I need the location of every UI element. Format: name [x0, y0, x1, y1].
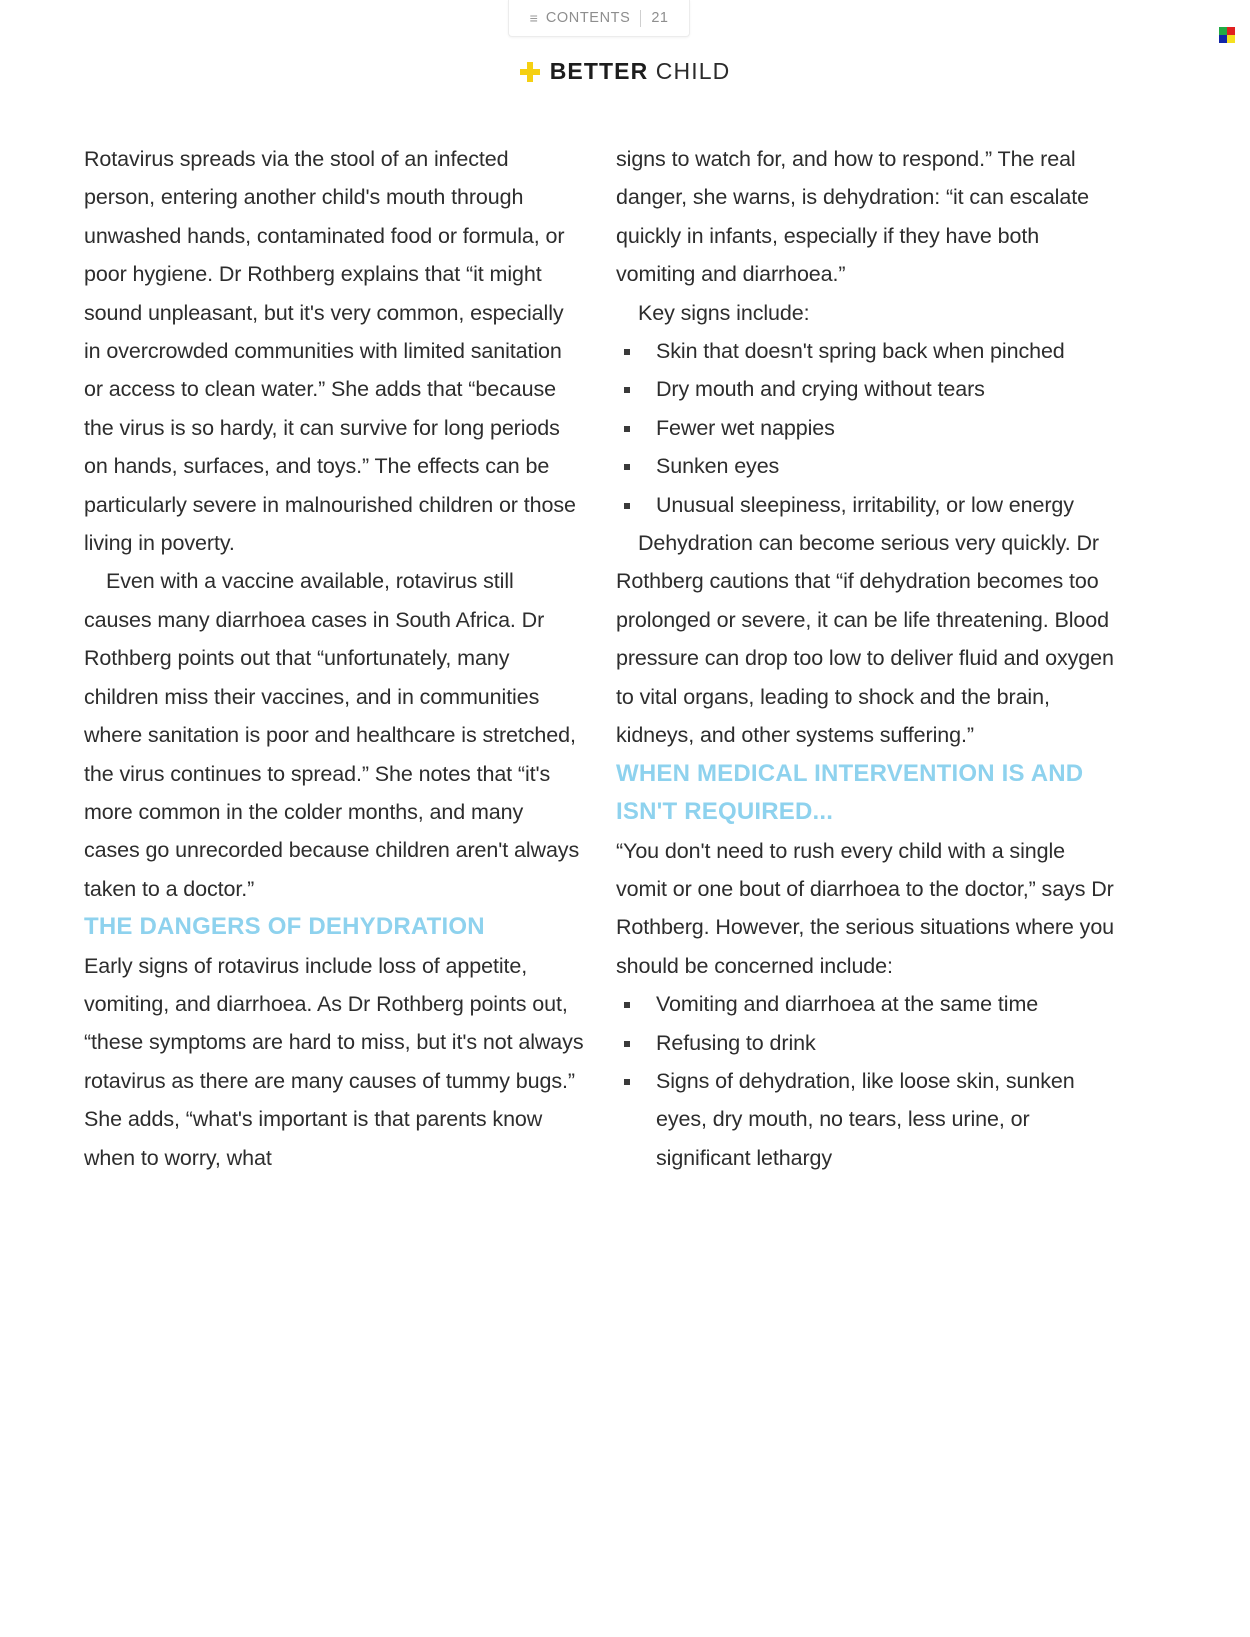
paragraph: Even with a vaccine available, rotavirus still causes many diarrhoea cases in South Africa. Dr Rothberg points out that “unfortunately, many children miss their vaccines, and in communities where sanitation is poor and healthcare is stretched, the virus continues to spread.” She notes that “it's more common in the colder months, and many cases go unrecorded because children aren't always taken to a doctor.”	[84, 569, 580, 901]
yellow-plus-icon	[520, 62, 540, 82]
paragraph: signs to watch for, and how to respond.” The real danger, she warns, is dehydration: “it can escalate quickly in infants, especially if they have both vomiting and diarrhoea.”	[616, 147, 1089, 287]
brand-bold: BETTER	[549, 58, 649, 84]
left-column	[84, 140, 584, 1177]
list-item: Unusual sleepiness, irritability, or low energy	[616, 486, 1116, 524]
registration-color-mark-icon	[1219, 27, 1235, 43]
list-item: Refusing to drink	[616, 1024, 1116, 1062]
paragraph: “You don't need to rush every child with a single vomit or one bout of diarrhoea to the doctor,” says Dr Rothberg. However, the serious situations where you should be concerned include:	[616, 838, 1115, 978]
right-column	[616, 140, 1116, 1177]
list-item: Fewer wet nappies	[616, 409, 1116, 447]
key-signs-lead: Key signs include:	[638, 300, 810, 325]
divider	[640, 10, 641, 27]
paragraph: Rotavirus spreads via the stool of an infected person, entering another child's mouth through unwashed hands, contaminated food or formula, or poor hygiene. Dr Rothberg explains that “it might sound unpleasant, but it's very common, especially in overcrowded communities with limited sanitation or access to clean water.” She adds that “because the virus is so hardy, it can survive for long periods on hands, surfaces, and toys.” The effects can be particularly severe in malnourished children or those living in poverty.	[84, 147, 576, 556]
paragraph: Dehydration can become serious very quickly. Dr Rothberg cautions that “if dehydration becomes too prolonged or severe, it can be life threatening. Blood pressure can drop too low to deliver fluid and oxygen to vital organs, leading to shock and the brain, kidneys, and other systems suffering.”	[616, 531, 1114, 748]
serious-situations-list	[616, 985, 1116, 1177]
section-heading-dangers-of-dehydration: THE DANGERS OF DEHYDRATION	[84, 913, 485, 941]
article-body	[84, 140, 1169, 1177]
list-item: Sunken eyes	[616, 447, 1116, 485]
key-signs-list	[616, 332, 1116, 524]
list-item: Vomiting and diarrhoea at the same time	[616, 985, 1116, 1023]
contents-tab[interactable]	[508, 0, 690, 37]
top-bar	[0, 0, 1250, 38]
brand-title	[550, 60, 731, 83]
paragraph: Early signs of rotavirus include loss of appetite, vomiting, and diarrhoea. As Dr Rothberg points out, “these symptoms are hard to miss, but it's not always rotavirus as there are many causes of tummy bugs.” She adds, “what's important is that parents know when to worry, what	[84, 953, 584, 1170]
list-item: Dry mouth and crying without tears	[616, 370, 1116, 408]
hamburger-icon[interactable]: ≡	[529, 10, 538, 26]
section-heading-when-medical-intervention: WHEN MEDICAL INTERVENTION IS AND ISN'T REQUIRED...	[616, 759, 1084, 825]
masthead	[0, 60, 1250, 83]
list-item: Signs of dehydration, like loose skin, sunken eyes, dry mouth, no tears, less urine, or significant lethargy	[616, 1062, 1116, 1177]
brand-light: CHILD	[655, 58, 731, 84]
list-item: Skin that doesn't spring back when pinched	[616, 332, 1116, 370]
page-number: 21	[651, 10, 669, 26]
contents-label: CONTENTS	[545, 10, 631, 26]
